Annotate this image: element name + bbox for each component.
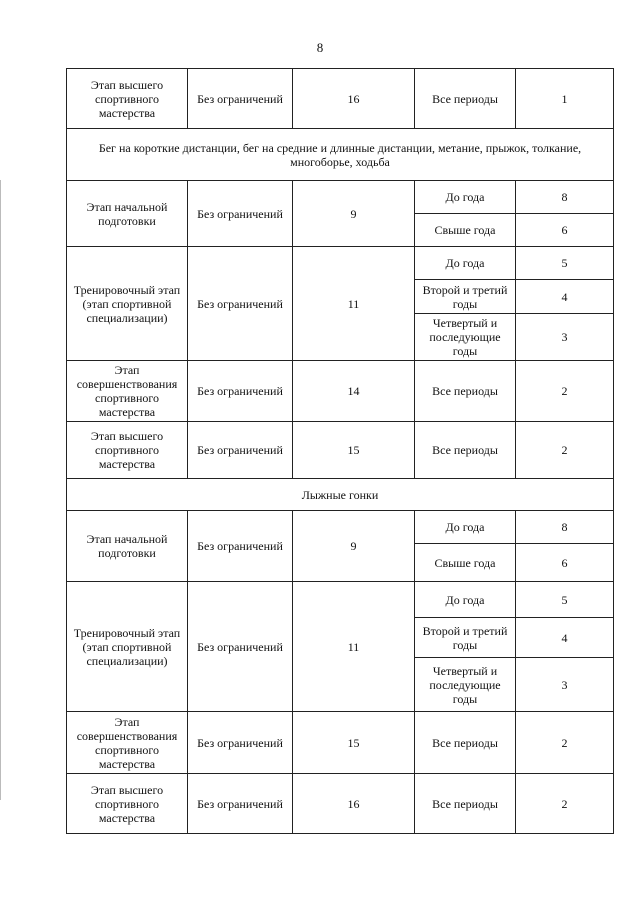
value-cell: 5 — [516, 247, 614, 280]
period-cell: Все периоды — [415, 712, 516, 774]
period-cell: Свыше года — [415, 544, 516, 582]
table-row — [67, 69, 614, 129]
section-title: Лыжные гонки — [67, 479, 614, 511]
section-row — [67, 479, 614, 511]
value-cell: 2 — [516, 774, 614, 834]
value-cell: 6 — [516, 214, 614, 247]
count-cell: 15 — [293, 422, 415, 479]
count-cell: 9 — [293, 511, 415, 582]
stage-cell: Этап начальной подготовки — [67, 511, 188, 582]
stage-cell: Этап совершенствования спортивного мастерства — [67, 361, 188, 422]
table-row — [67, 511, 614, 544]
restriction-cell: Без ограничений — [188, 774, 293, 834]
value-cell: 2 — [516, 422, 614, 479]
table-row — [67, 774, 614, 834]
period-cell: Все периоды — [415, 422, 516, 479]
restriction-cell: Без ограничений — [188, 511, 293, 582]
value-cell: 1 — [516, 69, 614, 129]
period-cell: До года — [415, 247, 516, 280]
table-row — [67, 181, 614, 214]
value-cell: 3 — [516, 658, 614, 712]
stage-cell: Этап начальной подготовки — [67, 181, 188, 247]
value-cell: 2 — [516, 712, 614, 774]
restriction-cell: Без ограничений — [188, 422, 293, 479]
scan-edge — [0, 180, 3, 800]
count-cell: 15 — [293, 712, 415, 774]
count-cell: 16 — [293, 69, 415, 129]
count-cell: 11 — [293, 247, 415, 361]
page-number: 8 — [316, 40, 324, 55]
value-cell: 5 — [516, 582, 614, 618]
count-cell: 9 — [293, 181, 415, 247]
value-cell: 4 — [516, 618, 614, 658]
section-row — [67, 129, 614, 181]
value-cell: 8 — [516, 181, 614, 214]
value-cell: 4 — [516, 280, 614, 314]
period-cell: Четвертый и последующие годы — [415, 314, 516, 361]
restriction-cell: Без ограничений — [188, 712, 293, 774]
count-cell: 14 — [293, 361, 415, 422]
table-row — [67, 247, 614, 280]
restriction-cell: Без ограничений — [188, 247, 293, 361]
norms-table — [66, 68, 614, 834]
period-cell: Четвертый и последующие годы — [415, 658, 516, 712]
period-cell: До года — [415, 511, 516, 544]
period-cell: Все периоды — [415, 774, 516, 834]
restriction-cell: Без ограничений — [188, 582, 293, 712]
section-title: Бег на короткие дистанции, бег на средние и длинные дистанции, метание, прыжок, толкание, многоборье, ходьба — [67, 129, 614, 181]
period-cell: Все периоды — [415, 361, 516, 422]
stage-cell: Этап высшего спортивного мастерства — [67, 422, 188, 479]
count-cell: 11 — [293, 582, 415, 712]
stage-cell: Этап высшего спортивного мастерства — [67, 69, 188, 129]
value-cell: 8 — [516, 511, 614, 544]
period-cell: Второй и третий годы — [415, 280, 516, 314]
table-row — [67, 361, 614, 422]
restriction-cell: Без ограничений — [188, 361, 293, 422]
stage-cell: Тренировочный этап (этап спортивной специализации) — [67, 247, 188, 361]
value-cell: 6 — [516, 544, 614, 582]
restriction-cell: Без ограничений — [188, 181, 293, 247]
period-cell: Все периоды — [415, 69, 516, 129]
stage-cell: Этап высшего спортивного мастерства — [67, 774, 188, 834]
period-cell: Второй и третий годы — [415, 618, 516, 658]
period-cell: До года — [415, 582, 516, 618]
value-cell: 2 — [516, 361, 614, 422]
table-row — [67, 712, 614, 774]
value-cell: 3 — [516, 314, 614, 361]
count-cell: 16 — [293, 774, 415, 834]
period-cell: Свыше года — [415, 214, 516, 247]
table-row — [67, 422, 614, 479]
period-cell: До года — [415, 181, 516, 214]
restriction-cell: Без ограничений — [188, 69, 293, 129]
table-row — [67, 582, 614, 618]
stage-cell: Этап совершенствования спортивного мастерства — [67, 712, 188, 774]
stage-cell: Тренировочный этап (этап спортивной специализации) — [67, 582, 188, 712]
